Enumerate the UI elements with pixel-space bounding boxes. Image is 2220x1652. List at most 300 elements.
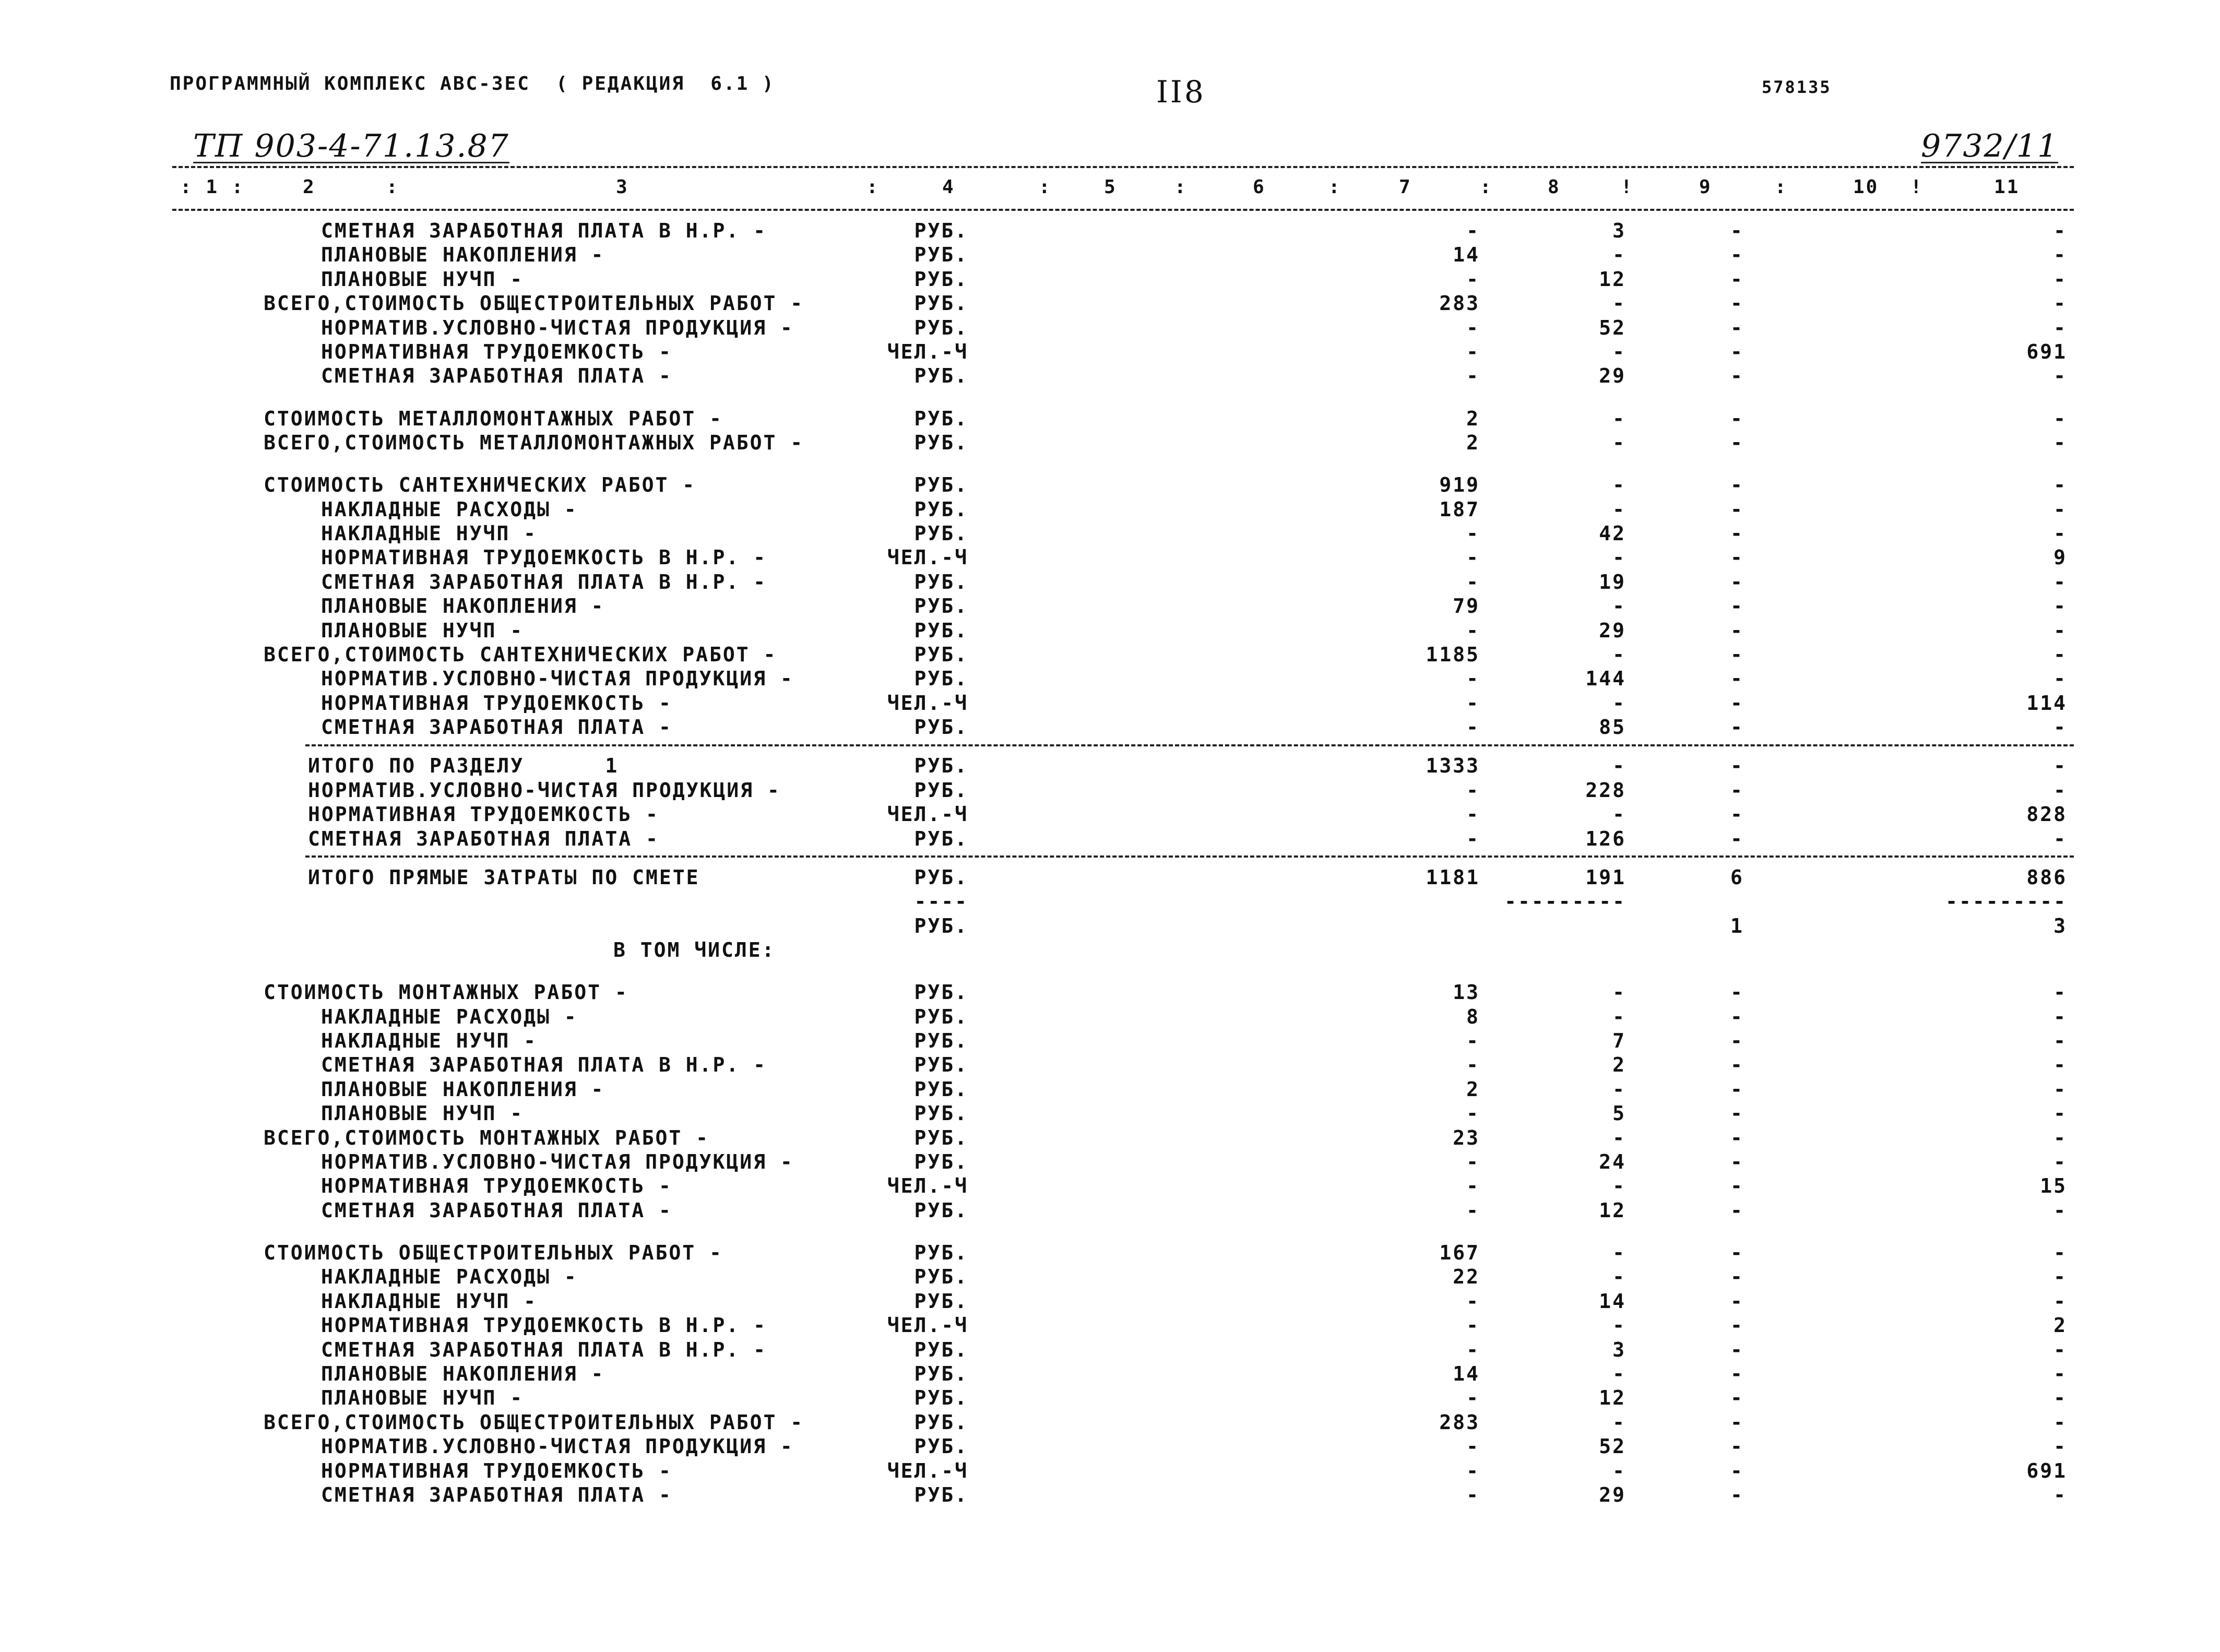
value-col-7: 14 — [1453, 1362, 1480, 1386]
row-unit: РУБ. — [914, 522, 968, 545]
column-header-label: 9 — [1699, 176, 1712, 198]
value-col-7: - — [1466, 1314, 1480, 1337]
value-col-9: - — [1730, 1459, 1744, 1482]
table-row — [0, 866, 2220, 890]
value-col-9: - — [1730, 643, 1744, 666]
value-col-11: - — [2053, 1102, 2067, 1125]
table-row — [0, 1102, 2220, 1126]
row-name: СМЕТНАЯ ЗАРАБОТНАЯ ПЛАТА В Н.Р. - — [321, 1053, 767, 1077]
value-col-9: - — [1730, 522, 1744, 545]
row-unit: РУБ. — [914, 364, 968, 388]
column-header-label: : — [1328, 176, 1342, 198]
header-bottom-rule — [172, 209, 2074, 211]
row-unit: РУБ. — [914, 267, 968, 291]
row-unit: ---- — [914, 890, 968, 913]
value-col-11: - — [2053, 1435, 2067, 1458]
table-row — [0, 292, 2220, 316]
value-col-7: - — [1466, 1435, 1480, 1458]
table-row — [0, 498, 2220, 522]
table-row — [0, 595, 2220, 619]
row-name: НОРМАТИВНАЯ ТРУДОЕМКОСТЬ - — [321, 1459, 672, 1482]
page-number: II8 — [1156, 74, 1206, 110]
value-col-8: - — [1612, 431, 1626, 454]
value-col-9: - — [1730, 407, 1744, 430]
value-col-9: - — [1730, 981, 1744, 1004]
value-col-7: - — [1466, 1198, 1480, 1222]
value-col-8: - — [1612, 1126, 1626, 1149]
value-col-8: - — [1612, 691, 1626, 715]
value-col-8: 42 — [1599, 522, 1626, 545]
row-name: ВСЕГО,СТОИМОСТЬ МЕТАЛЛОМОНТАЖНЫХ РАБОТ - — [264, 431, 804, 454]
table-row — [0, 1265, 2220, 1289]
value-col-8: 144 — [1585, 667, 1626, 691]
value-col-11: 828 — [2026, 803, 2067, 826]
table-row — [0, 1174, 2220, 1198]
value-col-8: 19 — [1599, 570, 1626, 593]
value-col-7: - — [1466, 1459, 1480, 1482]
row-unit: РУБ. — [914, 1435, 968, 1458]
value-col-11: 691 — [2026, 340, 2067, 363]
value-col-11: - — [2053, 754, 2067, 778]
section-separator — [305, 744, 2074, 746]
value-col-8: 12 — [1599, 1386, 1626, 1410]
row-name: ВСЕГО,СТОИМОСТЬ САНТЕХНИЧЕСКИХ РАБОТ - — [264, 643, 777, 666]
value-col-11: - — [2053, 619, 2067, 642]
value-col-8: - — [1612, 546, 1626, 569]
value-col-7: 283 — [1439, 1410, 1480, 1434]
row-name: НОРМАТИВ.УСЛОВНО-ЧИСТАЯ ПРОДУКЦИЯ - — [321, 667, 794, 691]
row-name: СМЕТНАЯ ЗАРАБОТНАЯ ПЛАТА В Н.Р. - — [321, 219, 767, 242]
row-unit: РУБ. — [914, 1410, 968, 1434]
value-col-7: - — [1466, 778, 1480, 802]
value-col-11: - — [2053, 497, 2067, 521]
value-col-7: 919 — [1439, 473, 1480, 497]
column-header-label: ! — [1621, 176, 1634, 198]
table-row — [0, 803, 2220, 827]
row-name: ВСЕГО,СТОИМОСТЬ ОБЩЕСТРОИТЕЛЬНЫХ РАБОТ - — [264, 292, 804, 315]
value-col-8: 52 — [1599, 1435, 1626, 1458]
value-col-9: - — [1730, 431, 1744, 454]
value-col-9: - — [1730, 1077, 1744, 1101]
value-col-11: 15 — [2040, 1174, 2067, 1198]
table-row — [0, 619, 2220, 643]
table-row — [0, 1386, 2220, 1410]
row-name: СМЕТНАЯ ЗАРАБОТНАЯ ПЛАТА - — [321, 1198, 672, 1222]
value-col-9: - — [1730, 1265, 1744, 1289]
table-row — [0, 407, 2220, 431]
table-row — [0, 219, 2220, 243]
value-col-11: - — [2053, 1053, 2067, 1077]
value-col-9: - — [1730, 1435, 1744, 1458]
row-unit: РУБ. — [914, 1029, 968, 1053]
value-col-9: - — [1730, 570, 1744, 593]
column-header-label: : 1 : — [180, 176, 245, 198]
value-col-8: - — [1612, 754, 1626, 778]
table-row — [0, 1078, 2220, 1102]
row-name: НАКЛАДНЫЕ РАСХОДЫ - — [321, 497, 578, 521]
row-unit: РУБ. — [914, 316, 968, 339]
value-col-9: - — [1730, 1174, 1744, 1198]
table-row — [0, 243, 2220, 267]
value-col-11: - — [2053, 1265, 2067, 1289]
value-col-11: - — [2053, 643, 2067, 666]
column-header-label: 8 — [1548, 176, 1561, 198]
value-col-8: - — [1612, 1362, 1626, 1386]
row-name: НОРМАТИВНАЯ ТРУДОЕМКОСТЬ В Н.Р. - — [321, 1314, 767, 1337]
column-header-label: 6 — [1253, 176, 1266, 198]
row-unit: ЧЕЛ.-Ч — [887, 803, 968, 826]
column-header-label: : — [866, 176, 880, 198]
value-col-8: - — [1612, 497, 1626, 521]
row-name: НОРМАТИВНАЯ ТРУДОЕМКОСТЬ - — [308, 803, 659, 826]
row-unit: РУБ. — [914, 1265, 968, 1289]
value-col-8: - — [1612, 340, 1626, 363]
value-col-7: - — [1466, 803, 1480, 826]
value-col-11: - — [2053, 1289, 2067, 1313]
value-col-9: - — [1730, 316, 1744, 339]
value-col-8: 228 — [1585, 778, 1626, 802]
value-col-7: - — [1466, 1289, 1480, 1313]
column-header-label: 4 — [942, 176, 955, 198]
row-unit: РУБ. — [914, 431, 968, 454]
value-col-8: - — [1612, 473, 1626, 497]
column-header-label: 2 — [303, 176, 316, 198]
value-col-11: - — [2053, 219, 2067, 242]
row-unit: РУБ. — [914, 1126, 968, 1149]
value-col-9: - — [1730, 497, 1744, 521]
row-name: ПЛАНОВЫЕ НАКОПЛЕНИЯ - — [321, 1362, 605, 1386]
value-col-9: - — [1730, 1314, 1744, 1337]
row-unit: РУБ. — [914, 643, 968, 666]
table-row — [0, 1199, 2220, 1223]
row-name: СТОИМОСТЬ ОБЩЕСТРОИТЕЛЬНЫХ РАБОТ - — [264, 1241, 723, 1265]
value-col-9: - — [1730, 219, 1744, 242]
row-name: НАКЛАДНЫЕ РАСХОДЫ - — [321, 1265, 578, 1289]
row-unit: ЧЕЛ.-Ч — [887, 1314, 968, 1337]
value-col-7: - — [1466, 1102, 1480, 1125]
table-row — [0, 1053, 2220, 1077]
value-col-11: - — [2053, 1483, 2067, 1507]
value-col-11: - — [2053, 1241, 2067, 1265]
row-unit: РУБ. — [914, 865, 968, 889]
value-col-7: 14 — [1453, 243, 1480, 267]
value-col-11: 2 — [2053, 1314, 2067, 1337]
row-unit: РУБ. — [914, 1053, 968, 1077]
program-title: ПРОГРАММНЫЙ КОМПЛЕКС АВС-3ЕС ( РЕДАКЦИЯ 6.1 ) — [170, 73, 775, 94]
value-col-8: 3 — [1612, 219, 1626, 242]
row-name: ПЛАНОВЫЕ НУЧП - — [321, 619, 524, 642]
row-unit: РУБ. — [914, 1386, 968, 1410]
value-col-9: 1 — [1730, 914, 1744, 937]
row-name: ПЛАНОВЫЕ НУЧП - — [321, 1102, 524, 1125]
value-col-9: - — [1730, 1102, 1744, 1125]
row-name: НОРМАТИВ.УСЛОВНО-ЧИСТАЯ ПРОДУКЦИЯ - — [321, 316, 794, 339]
value-col-7: - — [1466, 716, 1480, 739]
table-row — [0, 981, 2220, 1005]
row-name: В ТОМ ЧИСЛЕ: — [613, 938, 776, 962]
value-col-9: - — [1730, 243, 1744, 267]
row-unit: ЧЕЛ.-Ч — [887, 1174, 968, 1198]
value-col-7: - — [1466, 546, 1480, 569]
row-name: СМЕТНАЯ ЗАРАБОТНАЯ ПЛАТА - — [321, 1483, 672, 1507]
header-top-rule — [172, 166, 2074, 168]
value-col-8: 29 — [1599, 1483, 1626, 1507]
row-name: ПЛАНОВЫЕ НУЧП - — [321, 267, 524, 291]
table-row — [0, 1029, 2220, 1053]
document-code: 578135 — [1762, 77, 1832, 97]
value-col-7: 1181 — [1426, 865, 1480, 889]
row-name: ПЛАНОВЫЕ НУЧП - — [321, 1386, 524, 1410]
value-col-11: - — [2053, 267, 2067, 291]
value-col-9: - — [1730, 691, 1744, 715]
value-col-7: - — [1466, 1338, 1480, 1361]
column-header-label: : — [1174, 176, 1188, 198]
value-col-9: - — [1730, 1410, 1744, 1434]
value-col-7: 283 — [1439, 292, 1480, 315]
value-col-7: - — [1466, 1483, 1480, 1507]
value-col-9: - — [1730, 1005, 1744, 1028]
value-col-11: - — [2053, 1150, 2067, 1174]
row-unit: РУБ. — [914, 1198, 968, 1222]
row-unit: РУБ. — [914, 1483, 968, 1507]
project-code: ТП 903-4-71.13.87 — [193, 128, 509, 164]
row-unit: РУБ. — [914, 1338, 968, 1361]
table-row — [0, 522, 2220, 546]
row-unit: РУБ. — [914, 778, 968, 802]
value-col-7: - — [1466, 827, 1480, 850]
value-col-8: - — [1612, 595, 1626, 618]
value-col-11: 9 — [2053, 546, 2067, 569]
value-col-7: 167 — [1439, 1241, 1480, 1265]
row-unit: РУБ. — [914, 1362, 968, 1386]
row-unit: РУБ. — [914, 1077, 968, 1101]
column-header-label: 7 — [1399, 176, 1412, 198]
row-name: СМЕТНАЯ ЗАРАБОТНАЯ ПЛАТА - — [321, 364, 672, 388]
row-name: СТОИМОСТЬ МЕТАЛЛОМОНТАЖНЫХ РАБОТ - — [264, 407, 723, 430]
value-col-9: 6 — [1730, 865, 1744, 889]
value-col-8: 126 — [1585, 827, 1626, 850]
row-unit: РУБ. — [914, 407, 968, 430]
value-col-9: - — [1730, 595, 1744, 618]
table-row — [0, 890, 2220, 914]
row-name: НОРМАТИВНАЯ ТРУДОЕМКОСТЬ В Н.Р. - — [321, 546, 767, 569]
value-col-11: - — [2053, 827, 2067, 850]
value-col-11: 3 — [2053, 914, 2067, 937]
value-col-8: - — [1612, 803, 1626, 826]
row-name: СТОИМОСТЬ МОНТАЖНЫХ РАБОТ - — [264, 981, 628, 1004]
value-col-11: - — [2053, 1386, 2067, 1410]
value-col-8: 191 — [1585, 865, 1626, 889]
row-unit: РУБ. — [914, 595, 968, 618]
value-col-7: - — [1466, 570, 1480, 593]
column-header-label: 11 — [1994, 176, 2020, 198]
table-row — [0, 1435, 2220, 1459]
value-col-8: 85 — [1599, 716, 1626, 739]
value-col-8: - — [1612, 1005, 1626, 1028]
value-col-9: - — [1730, 716, 1744, 739]
value-col-11: - — [2053, 407, 2067, 430]
value-col-11: 886 — [2026, 865, 2067, 889]
row-unit: РУБ. — [914, 497, 968, 521]
row-unit: РУБ. — [914, 1102, 968, 1125]
column-header-label: : — [386, 176, 399, 198]
row-unit: РУБ. — [914, 219, 968, 242]
value-col-9: - — [1730, 1126, 1744, 1149]
value-col-9: - — [1730, 1053, 1744, 1077]
row-name: НОРМАТИВ.УСЛОВНО-ЧИСТАЯ ПРОДУКЦИЯ - — [321, 1435, 794, 1458]
value-col-7: 1185 — [1426, 643, 1480, 666]
row-name: ПЛАНОВЫЕ НАКОПЛЕНИЯ - — [321, 1077, 605, 1101]
row-name: СМЕТНАЯ ЗАРАБОТНАЯ ПЛАТА В Н.Р. - — [321, 570, 767, 593]
value-col-11: - — [2053, 292, 2067, 315]
table-row — [0, 1411, 2220, 1435]
table-row — [0, 473, 2220, 497]
row-unit: РУБ. — [914, 754, 968, 778]
row-unit: РУБ. — [914, 827, 968, 850]
value-col-8: - — [1612, 292, 1626, 315]
value-col-8: --------- — [1504, 890, 1626, 913]
value-col-7: 23 — [1453, 1126, 1480, 1149]
value-col-7: - — [1466, 691, 1480, 715]
value-col-8: - — [1612, 243, 1626, 267]
value-col-9: - — [1730, 364, 1744, 388]
table-row — [0, 1241, 2220, 1265]
table-row — [0, 1483, 2220, 1507]
row-unit: ЧЕЛ.-Ч — [887, 1459, 968, 1482]
table-row — [0, 1362, 2220, 1386]
row-name: НАКЛАДНЫЕ НУЧП - — [321, 1029, 538, 1053]
value-col-7: - — [1466, 1053, 1480, 1077]
row-name: СМЕТНАЯ ЗАРАБОТНАЯ ПЛАТА В Н.Р. - — [321, 1338, 767, 1361]
row-name: СМЕТНАЯ ЗАРАБОТНАЯ ПЛАТА - — [308, 827, 659, 850]
value-col-11: - — [2053, 595, 2067, 618]
value-col-8: - — [1612, 643, 1626, 666]
value-col-11: - — [2053, 522, 2067, 545]
value-col-11: - — [2053, 1005, 2067, 1028]
value-col-8: - — [1612, 981, 1626, 1004]
value-col-8: - — [1612, 1459, 1626, 1482]
value-col-7: 2 — [1466, 1077, 1480, 1101]
row-name: НОРМАТИВНАЯ ТРУДОЕМКОСТЬ - — [321, 340, 672, 363]
row-name: НОРМАТИВ.УСЛОВНО-ЧИСТАЯ ПРОДУКЦИЯ - — [321, 1150, 794, 1174]
value-col-9: - — [1730, 1029, 1744, 1053]
value-col-7: 1333 — [1426, 754, 1480, 778]
column-header-label: ! — [1910, 176, 1924, 198]
table-row — [0, 938, 2220, 962]
value-col-8: - — [1612, 407, 1626, 430]
value-col-9: - — [1730, 1241, 1744, 1265]
value-col-7: - — [1466, 1029, 1480, 1053]
value-col-9: - — [1730, 546, 1744, 569]
value-col-7: 8 — [1466, 1005, 1480, 1028]
value-col-9: - — [1730, 1198, 1744, 1222]
row-unit: РУБ. — [914, 716, 968, 739]
row-name: НАКЛАДНЫЕ РАСХОДЫ - — [321, 1005, 578, 1028]
value-col-7: 187 — [1439, 497, 1480, 521]
value-col-8: 3 — [1612, 1338, 1626, 1361]
row-unit: ЧЕЛ.-Ч — [887, 546, 968, 569]
value-col-9: - — [1730, 1150, 1744, 1174]
value-col-7: - — [1466, 1150, 1480, 1174]
table-row — [0, 571, 2220, 595]
row-unit: РУБ. — [914, 981, 968, 1004]
value-col-11: - — [2053, 1410, 2067, 1434]
value-col-7: 22 — [1453, 1265, 1480, 1289]
value-col-7: - — [1466, 667, 1480, 691]
value-col-11: - — [2053, 981, 2067, 1004]
table-row — [0, 268, 2220, 292]
value-col-9: - — [1730, 1386, 1744, 1410]
value-col-11: - — [2053, 364, 2067, 388]
value-col-9: - — [1730, 778, 1744, 802]
table-row — [0, 643, 2220, 667]
row-unit: РУБ. — [914, 619, 968, 642]
value-col-11: - — [2053, 1077, 2067, 1101]
table-row — [0, 431, 2220, 455]
value-col-9: - — [1730, 1483, 1744, 1507]
table-row — [0, 716, 2220, 740]
value-col-9: - — [1730, 619, 1744, 642]
value-col-11: 114 — [2026, 691, 2067, 715]
value-col-8: 12 — [1599, 267, 1626, 291]
row-unit: РУБ. — [914, 473, 968, 497]
value-col-11: - — [2053, 473, 2067, 497]
row-name: НАКЛАДНЫЕ НУЧП - — [321, 1289, 538, 1313]
value-col-8: 5 — [1612, 1102, 1626, 1125]
section-separator — [305, 855, 2074, 858]
value-col-11: - — [2053, 570, 2067, 593]
row-name: ИТОГО ПРЯМЫЕ ЗАТРАТЫ ПО СМЕТЕ — [308, 865, 700, 889]
value-col-11: - — [2053, 1126, 2067, 1149]
column-header-label: : — [1775, 176, 1788, 198]
table-row — [0, 1126, 2220, 1150]
table-row — [0, 364, 2220, 388]
table-row — [0, 779, 2220, 803]
value-col-7: - — [1466, 267, 1480, 291]
value-col-9: - — [1730, 667, 1744, 691]
value-col-8: 2 — [1612, 1053, 1626, 1077]
value-col-9: - — [1730, 1289, 1744, 1313]
value-col-7: 79 — [1453, 595, 1480, 618]
value-col-11: - — [2053, 1338, 2067, 1361]
table-row — [0, 546, 2220, 570]
table-row — [0, 754, 2220, 778]
column-header-label: : — [1039, 176, 1052, 198]
value-col-9: - — [1730, 292, 1744, 315]
value-col-8: 14 — [1599, 1289, 1626, 1313]
value-col-7: - — [1466, 316, 1480, 339]
value-col-9: - — [1730, 340, 1744, 363]
value-col-7: 2 — [1466, 407, 1480, 430]
value-col-11: - — [2053, 431, 2067, 454]
value-col-7: - — [1466, 1386, 1480, 1410]
value-col-7: - — [1466, 340, 1480, 363]
row-unit: ЧЕЛ.-Ч — [887, 340, 968, 363]
table-row — [0, 1290, 2220, 1314]
row-unit: РУБ. — [914, 1150, 968, 1174]
sheet-number: 9732/11 — [1921, 128, 2059, 164]
row-unit: РУБ. — [914, 1005, 968, 1028]
row-name: НОРМАТИВНАЯ ТРУДОЕМКОСТЬ - — [321, 1174, 672, 1198]
value-col-8: - — [1612, 1314, 1626, 1337]
row-name: ПЛАНОВЫЕ НАКОПЛЕНИЯ - — [321, 243, 605, 267]
row-unit: РУБ. — [914, 1241, 968, 1265]
row-unit: РУБ. — [914, 292, 968, 315]
table-row — [0, 1314, 2220, 1338]
value-col-9: - — [1730, 1338, 1744, 1361]
row-name: НОРМАТИВНАЯ ТРУДОЕМКОСТЬ - — [321, 691, 672, 715]
row-name: НОРМАТИВ.УСЛОВНО-ЧИСТАЯ ПРОДУКЦИЯ - — [308, 778, 781, 802]
